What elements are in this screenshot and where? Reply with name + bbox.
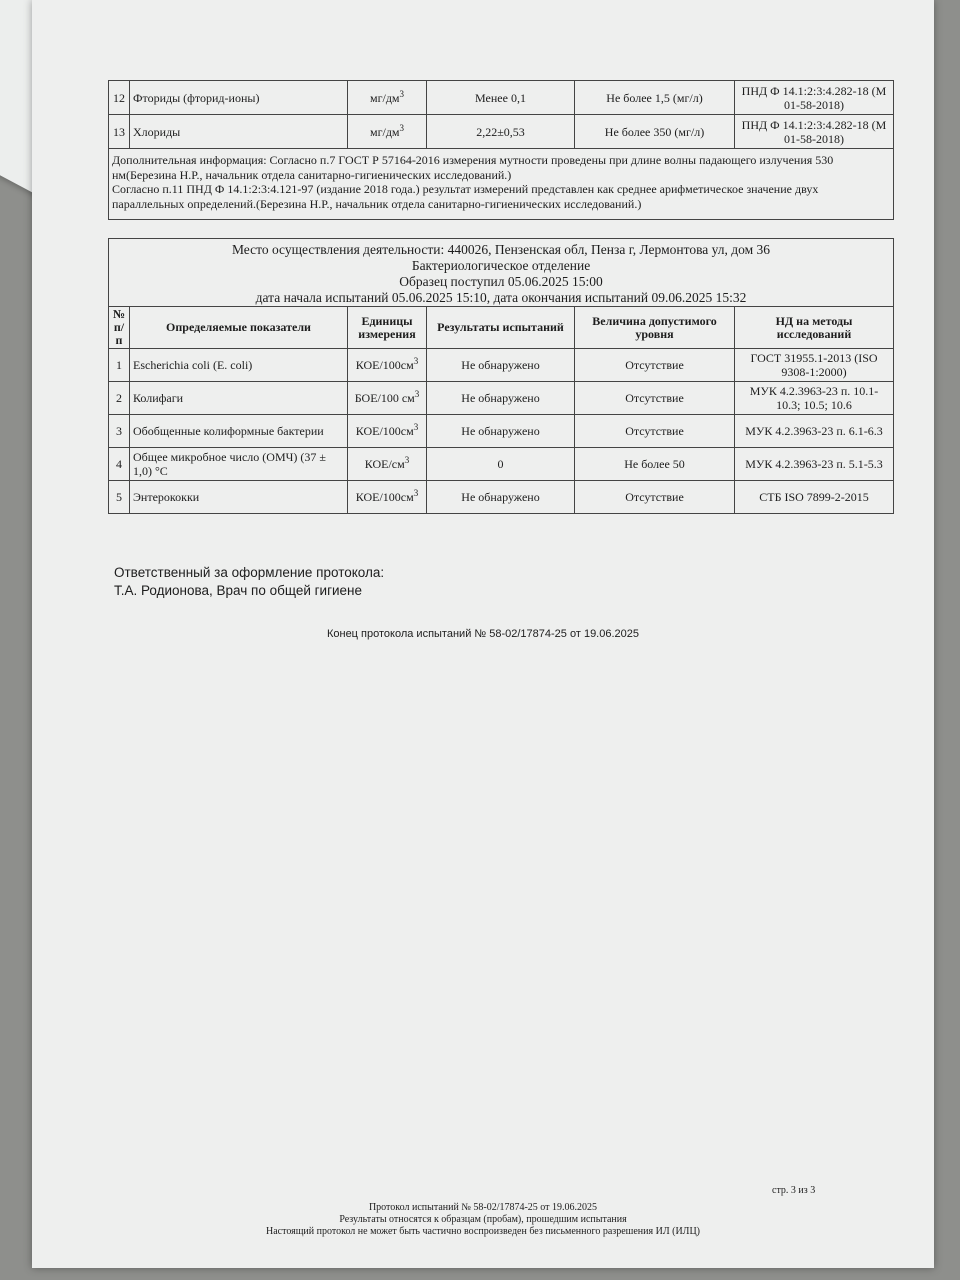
row-number: 2	[109, 382, 130, 415]
unit-cell: КОЕ/$100см^3$	[348, 349, 427, 382]
header-method: НД на методы исследований	[735, 307, 894, 349]
header-indicator: Определяемые показатели	[130, 307, 348, 349]
result-cell: Менее 0,1	[427, 81, 575, 115]
result-cell: Не обнаружено	[427, 481, 575, 514]
header-num: № п/п	[109, 307, 130, 349]
limit-cell: Отсутствие	[575, 382, 735, 415]
sample-received-text: Образец поступил 05.06.2025 15:00	[399, 274, 603, 289]
footer-line-3: Настоящий протокол не может быть частично воспроизведен без письменного разрешения ИЛ (ИЛЦ)	[265, 1226, 700, 1237]
result-cell: Не обнаружено	[427, 415, 575, 448]
indicator-name: Обобщенные колиформные бактерии	[130, 415, 348, 448]
limit-cell: Не более 350 (мг/л)	[575, 115, 735, 149]
unit-cell: БОЕ/100 $см^3$	[348, 382, 427, 415]
row-number: 3	[109, 415, 130, 448]
table-row	[109, 415, 894, 448]
indicator-name: Колифаги	[130, 382, 348, 415]
unit-cell: КОЕ/$100см^3$	[348, 481, 427, 514]
location-row	[109, 239, 894, 307]
location-text: Место осуществления деятельности: 440026, Пензенская обл, Пенза г, Лермонтова ул, дом 36	[231, 242, 771, 257]
limit-cell: Не более 1,5 (мг/л)	[575, 81, 735, 115]
row-number: 5	[109, 481, 130, 514]
method-cell: МУК 4.2.3963-23 п. 5.1-5.3	[735, 448, 894, 481]
limit-cell: Отсутствие	[575, 481, 735, 514]
unit-cell: $мг/дм^3$	[348, 115, 427, 149]
end-of-protocol: Конец протокола испытаний № 58-02/17874-25 от 19.06.2025	[326, 628, 640, 640]
table-row	[109, 448, 894, 481]
method-cell: МУК 4.2.3963-23 п. 6.1-6.3	[735, 415, 894, 448]
indicator-name: Общее микробное число (ОМЧ) (37 ± 1,0) °С	[130, 448, 348, 481]
table-row	[109, 81, 894, 115]
additional-info-row	[109, 149, 894, 220]
additional-info	[109, 149, 894, 220]
unit-cell: КОЕ/$100см^3$	[348, 415, 427, 448]
method-cell: ПНД Ф 14.1:2:3:4.282-18 (М 01-58-2018)	[735, 81, 894, 115]
result-cell: 0	[427, 448, 575, 481]
indicator-name: Хлориды	[130, 115, 348, 149]
info-line-2: Согласно п.11 ПНД Ф 14.1:2:3:4.121-97 (издание 2018 года.) результат измерений представлен как среднее арифметическое значение двух параллельных определений.(Березина Н.Р., начальник отдела санитарно-гигиенических исследований.)	[112, 182, 819, 211]
table-row	[109, 382, 894, 415]
row-number: 12	[109, 81, 130, 115]
info-line-1: Дополнительная информация: Согласно п.7 ГОСТ Р 57164-2016 измерения мутности проведены при длине волны падающего излучения 530 нм(Березина Н.Р., начальник отдела санитарно-гигиенических исследований.)	[112, 153, 834, 182]
unit-cell: КОЕ/$см^3$	[348, 448, 427, 481]
bacteriological-results-table	[108, 238, 894, 514]
row-number: 1	[109, 349, 130, 382]
limit-cell: Отсутствие	[575, 349, 735, 382]
result-cell: Не обнаружено	[427, 382, 575, 415]
method-cell: СТБ ISO 7899-2-2015	[735, 481, 894, 514]
indicator-name: Энтерококки	[130, 481, 348, 514]
row-number: 4	[109, 448, 130, 481]
indicator-name: Фториды (фторид-ионы)	[130, 81, 348, 115]
limit-cell: Не более 50	[575, 448, 735, 481]
document-page	[32, 0, 934, 1268]
header-limit: Величина допустимого уровня	[575, 307, 735, 349]
table-row	[109, 349, 894, 382]
result-cell: Не обнаружено	[427, 349, 575, 382]
header-unit: Единицы измерения	[348, 307, 427, 349]
header-result: Результаты испытаний	[427, 307, 575, 349]
test-dates-text: дата начала испытаний 05.06.2025 15:10, дата окончания испытаний 09.06.2025 15:32	[255, 290, 747, 305]
chemical-results-table	[108, 80, 894, 220]
method-cell: МУК 4.2.3963-23 п. 10.1-10.3; 10.5; 10.6	[735, 382, 894, 415]
responsible-block	[114, 564, 384, 600]
indicator-name: Escherichia coli (E. coli)	[130, 349, 348, 382]
unit-cell: $мг/дм^3$	[348, 81, 427, 115]
page-footer	[32, 1202, 934, 1238]
header-row	[109, 307, 894, 349]
location-block	[109, 239, 894, 307]
limit-cell: Отсутствие	[575, 415, 735, 448]
row-number: 13	[109, 115, 130, 149]
department-text: Бактериологическое отделение	[411, 258, 591, 273]
footer-line-2: Результаты относятся к образцам (пробам), прошедшим испытания	[339, 1214, 627, 1225]
page-number: стр. 3 из 3	[772, 1185, 816, 1196]
responsible-label: Ответственный за оформление протокола:	[114, 565, 385, 580]
result-cell: 2,22±0,53	[427, 115, 575, 149]
responsible-name: Т.А. Родионова, Врач по общей гигиене	[114, 583, 363, 598]
table-row	[109, 481, 894, 514]
table-row	[109, 115, 894, 149]
method-cell: ГОСТ 31955.1-2013 (ISO 9308-1:2000)	[735, 349, 894, 382]
footer-line-1: Протокол испытаний № 58-02/17874-25 от 19.06.2025	[368, 1202, 598, 1213]
method-cell: ПНД Ф 14.1:2:3:4.282-18 (М 01-58-2018)	[735, 115, 894, 149]
